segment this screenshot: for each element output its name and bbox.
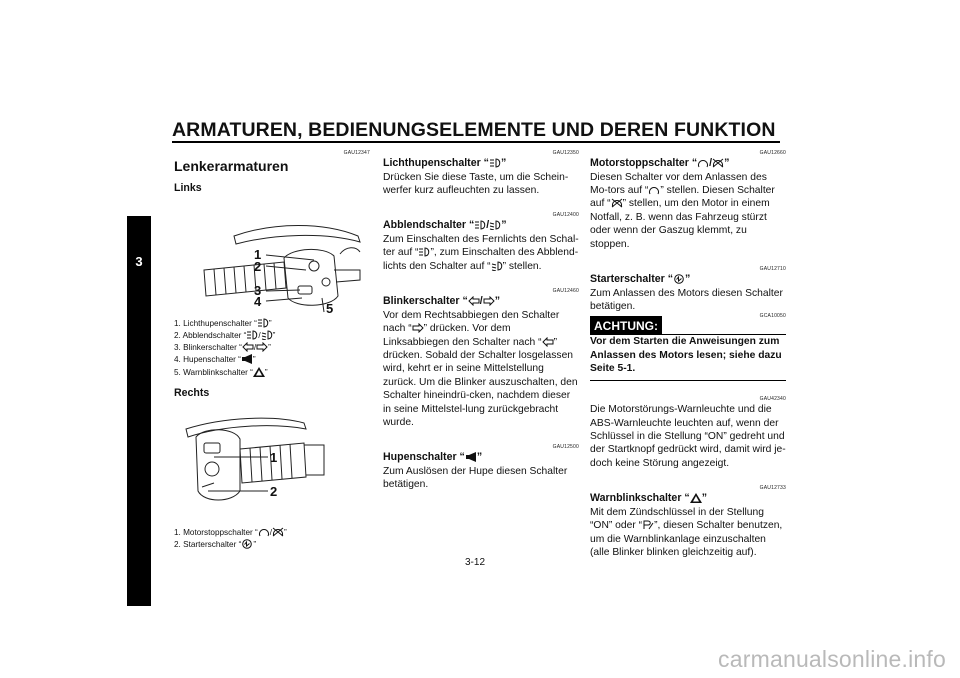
headlight-low-icon xyxy=(261,330,273,340)
section-body: Die Motorstörungs-Warnleuchte und die ABS-Warnleuchte leuchten auf, wenn der Schlüssel in die Stellung “ON” gedreht und der Startknopf gedrückt wird, damit wird je-doch keine Störung angezeigt. xyxy=(590,404,786,469)
chapter-number: 3 xyxy=(135,254,143,269)
hazard-icon xyxy=(253,367,265,377)
fig-number: 3 xyxy=(254,282,262,298)
warning-badge: ACHTUNG: xyxy=(590,316,662,335)
section-body: Zum Anlassen des Motors diesen Schalter betätigen. xyxy=(590,287,783,313)
turn-right-icon xyxy=(483,296,495,306)
section-code: GAU12350 xyxy=(552,150,579,156)
section-title: Lichthupenschalter “ ” xyxy=(383,157,507,169)
page-title: ARMATUREN, BEDIENUNGSELEMENTE UND DEREN FUNKTION xyxy=(172,119,776,141)
section-title: Starterschalter “ ” xyxy=(590,273,691,286)
caption-item: 2. Starterschalter “ ” xyxy=(174,539,257,549)
headlight-low-icon xyxy=(491,261,503,271)
headlight-high-icon xyxy=(246,330,258,340)
title-rule xyxy=(172,141,780,143)
chapter-tab xyxy=(127,216,151,606)
page-number: 3-12 xyxy=(465,557,486,568)
watermark: carmanualsonline.info xyxy=(718,646,946,672)
left-handlebar-figure xyxy=(174,200,370,316)
starter-icon xyxy=(241,539,253,549)
right-handlebar-figure xyxy=(174,407,370,525)
section-title: Warnblinkschalter “ ” xyxy=(590,492,707,505)
engine-run-icon xyxy=(648,185,660,195)
turn-left-icon xyxy=(542,337,554,347)
section-body: Mit dem Zündschlüssel in der Stellung “ON” oder “ ”, diesen Schalter benutzen, um die Warnblinkanlage einzuschalten (alle Blinker blinken gleichzeitig auf). xyxy=(590,506,783,558)
right-captions xyxy=(174,527,370,552)
section-body: Vor dem Rechtsabbiegen den Schalter nach “ ” drücken. Vor dem Linksabbiegen den Schalter nach “ ” drücken. Sobald der Schalter losgelassen wird, kehrt er in seine Mittelstellung zurück. Um die Blinker auszuschalten, den Schalter hineindrü-cken, nachdem dieser in seine Mittelstel-lung zurückgebracht wurde. xyxy=(383,309,578,429)
fig-number: 1 xyxy=(270,449,278,465)
section-code: GAU12660 xyxy=(759,150,786,156)
caption-item: 5. Warnblinkschalter “ ” xyxy=(174,367,268,377)
engine-run-icon xyxy=(258,527,270,537)
column-middle xyxy=(383,150,579,492)
section-code: GCA10050 xyxy=(759,313,786,320)
section-heading: Lenkerarmaturen xyxy=(174,158,289,174)
starter-icon xyxy=(673,274,685,284)
section-body: Zum Einschalten des Fernlichts den Schal-ter auf “ ”, zum Einschalten des Abblend-lichts den Schalter auf “ ” stellen. xyxy=(383,234,579,272)
section-code: GAU12500 xyxy=(552,444,579,451)
hazard-icon xyxy=(690,493,702,503)
engine-stop-icon xyxy=(611,198,623,208)
column-left xyxy=(174,150,370,551)
caption-item: 4. Hupenschalter “ ” xyxy=(174,355,256,365)
left-label: Links xyxy=(174,182,202,194)
engine-stop-icon xyxy=(712,158,724,168)
turn-right-icon xyxy=(256,342,268,352)
headlight-high-icon xyxy=(489,158,501,168)
turn-right-icon xyxy=(412,323,424,333)
headlight-high-icon xyxy=(418,247,430,257)
caption-item: 3. Blinkerschalter “ / ” xyxy=(174,343,271,353)
section-body: Diesen Schalter vor dem Anlassen des Mo-tors auf “ ” stellen. Diesen Schalter auf “ ” stellen, um den Motor in einem Notfall, z. B. wenn das Fahrzeug stürzt oder wenn der Gaszug klemmt, zu stoppen. xyxy=(590,171,775,250)
fig-number: 4 xyxy=(254,293,262,309)
left-captions xyxy=(174,318,370,379)
horn-icon xyxy=(465,452,477,462)
section-code: GAU12733 xyxy=(759,485,786,492)
fig-number: 1 xyxy=(254,246,262,262)
caption-item: 1. Motorstoppschalter “ / ” xyxy=(174,527,287,537)
headlight-high-icon xyxy=(474,220,486,230)
headlight-low-icon xyxy=(489,220,501,230)
section-title: Motorstoppschalter “ / ” xyxy=(590,157,730,169)
engine-run-icon xyxy=(697,158,709,168)
right-handlebar-drawing xyxy=(174,407,370,525)
section-title: Blinkerschalter “ / ” xyxy=(383,295,501,308)
section-code: GAU12347 xyxy=(343,150,370,156)
column-right xyxy=(590,150,786,559)
section-code: GAU12400 xyxy=(552,212,579,219)
section-code: GAU12460 xyxy=(552,288,579,295)
turn-left-icon xyxy=(242,342,254,352)
fig-number: 2 xyxy=(270,483,278,499)
turn-left-icon xyxy=(468,296,480,306)
fig-number: 5 xyxy=(326,300,334,316)
parking-icon xyxy=(642,520,654,530)
right-label: Rechts xyxy=(174,387,210,400)
headlight-high-icon xyxy=(257,318,269,328)
warning-text: Vor dem Starten die Anweisungen zum Anlassen des Motors lesen; siehe dazu Seite 5-1. xyxy=(590,336,782,375)
section-code: GAU42340 xyxy=(759,396,786,403)
section-code: GAU12710 xyxy=(759,266,786,273)
section-title: Hupenschalter “ ” xyxy=(383,451,483,464)
engine-stop-icon xyxy=(272,527,284,537)
section-body: Zum Auslösen der Hupe diesen Schalter betätigen. xyxy=(383,466,568,491)
caption-item: 2. Abblendschalter “ / ” xyxy=(174,330,276,340)
fig-number: 2 xyxy=(254,258,262,274)
left-handlebar-drawing xyxy=(174,200,370,316)
horn-icon xyxy=(241,354,253,364)
caption-item: 1. Lichthupenschalter “ ” xyxy=(174,318,272,328)
section-body: Drücken Sie diese Taste, um die Schein-werfer kurz aufleuchten zu lassen. xyxy=(383,171,569,196)
section-title: Abblendschalter “ / ” xyxy=(383,219,507,232)
